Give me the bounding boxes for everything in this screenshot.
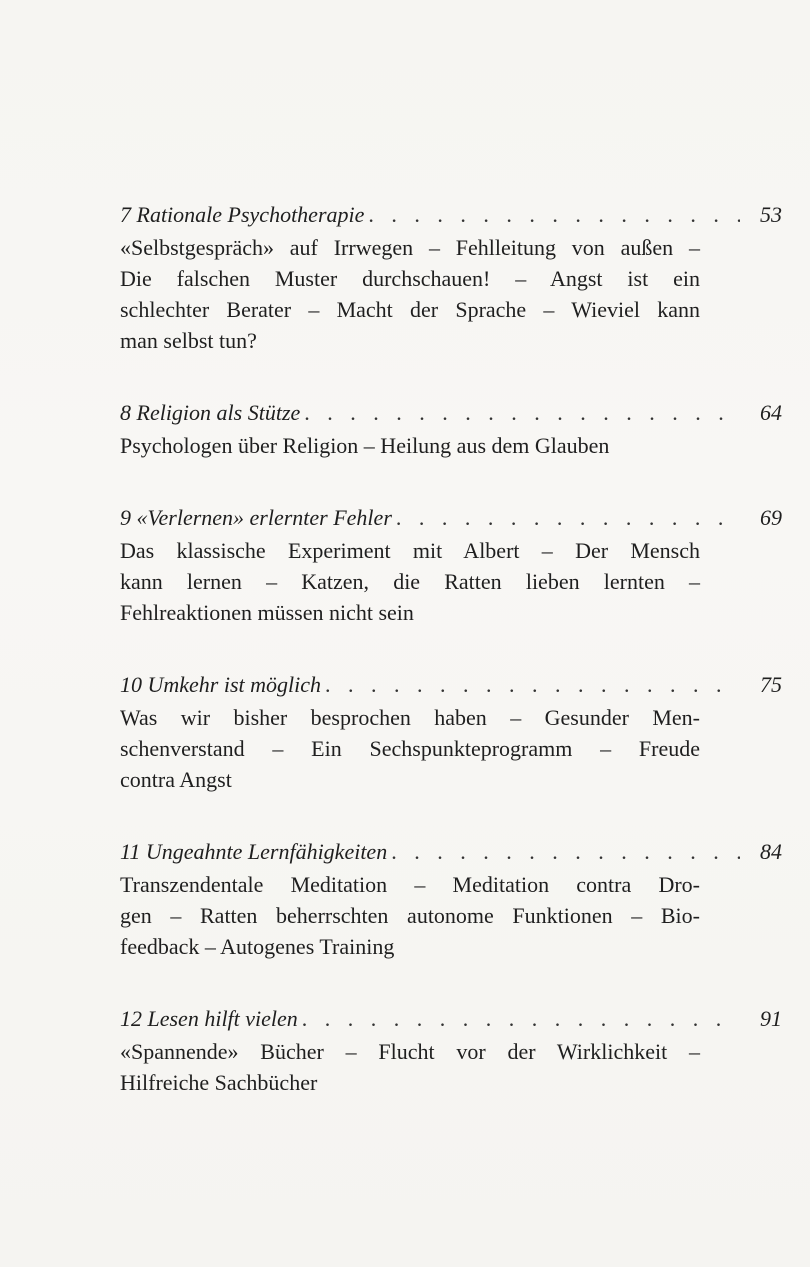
chapter-summary xyxy=(120,232,700,356)
summary-line: Die falschen Muster durchschauen! – Angst ist ein xyxy=(120,266,700,291)
summary-line: Transzendentale Meditation – Meditation contra Dro- xyxy=(120,872,700,897)
summary-line: «Spannende» Bücher – Flucht vor der Wirklichkeit – xyxy=(120,1039,700,1064)
toc-entry-title-row xyxy=(120,396,740,430)
toc-entry-11 xyxy=(120,835,782,962)
summary-line: feedback – Autogenes Training xyxy=(120,934,395,959)
toc-entry-title-row xyxy=(120,198,740,232)
toc-entry-10 xyxy=(120,668,782,795)
summary-line: gen – Ratten beherrschten autonome Funktionen – Bio- xyxy=(120,903,700,928)
chapter-title: 9 «Verlernen» erlernter Fehler xyxy=(120,505,392,530)
chapter-page-number: 91 xyxy=(760,1006,782,1031)
summary-line: Das klassische Experiment mit Albert – Der Mensch xyxy=(120,538,700,563)
summary-line: «Selbstgespräch» auf Irrwegen – Fehlleitung von außen – xyxy=(120,235,700,260)
chapter-summary xyxy=(120,1036,700,1098)
summary-line: contra Angst xyxy=(120,767,232,792)
summary-line: kann lernen – Katzen, die Ratten lieben lernten – xyxy=(120,569,700,594)
toc-entry-8 xyxy=(120,396,782,461)
summary-line: man selbst tun? xyxy=(120,328,257,353)
chapter-page-number: 64 xyxy=(760,400,782,425)
toc-entry-title-row xyxy=(120,501,740,535)
dot-leader xyxy=(396,501,740,535)
chapter-title: 7 Rationale Psychotherapie xyxy=(120,202,365,227)
chapter-summary xyxy=(120,430,700,461)
chapter-page-number: 53 xyxy=(760,202,782,227)
summary-line: Fehlreaktionen müssen nicht sein xyxy=(120,600,414,625)
toc-entry-title-row xyxy=(120,668,740,702)
toc-entry-title-row xyxy=(120,1002,740,1036)
dot-leader xyxy=(304,396,740,430)
table-of-contents xyxy=(120,198,782,1138)
toc-entry-9 xyxy=(120,501,782,628)
summary-line: Was wir bisher besprochen haben – Gesunder Men- xyxy=(120,705,700,730)
dot-leader xyxy=(391,835,740,869)
chapter-summary xyxy=(120,869,700,962)
chapter-page-number: 84 xyxy=(760,839,782,864)
dot-leader xyxy=(302,1002,740,1036)
summary-line: Psychologen über Religion – Heilung aus dem Glauben xyxy=(120,433,610,458)
chapter-page-number: 75 xyxy=(760,672,782,697)
chapter-title: 12 Lesen hilft vielen xyxy=(120,1006,298,1031)
chapter-title: 11 Ungeahnte Lernfähigkeiten xyxy=(120,839,388,864)
chapter-summary xyxy=(120,535,700,628)
dot-leader xyxy=(325,668,740,702)
toc-entry-title-row xyxy=(120,835,740,869)
chapter-page-number: 69 xyxy=(760,505,782,530)
toc-entry-7 xyxy=(120,198,782,356)
dot-leader xyxy=(368,198,740,232)
chapter-title: 10 Umkehr ist möglich xyxy=(120,672,322,697)
summary-line: schlechter Berater – Macht der Sprache – Wieviel kann xyxy=(120,297,700,322)
chapter-title: 8 Religion als Stütze xyxy=(120,400,301,425)
summary-line: Hilfreiche Sachbücher xyxy=(120,1070,318,1095)
chapter-summary xyxy=(120,702,700,795)
toc-entry-12 xyxy=(120,1002,782,1098)
summary-line: schenverstand – Ein Sechspunkteprogramm – Freude xyxy=(120,736,700,761)
